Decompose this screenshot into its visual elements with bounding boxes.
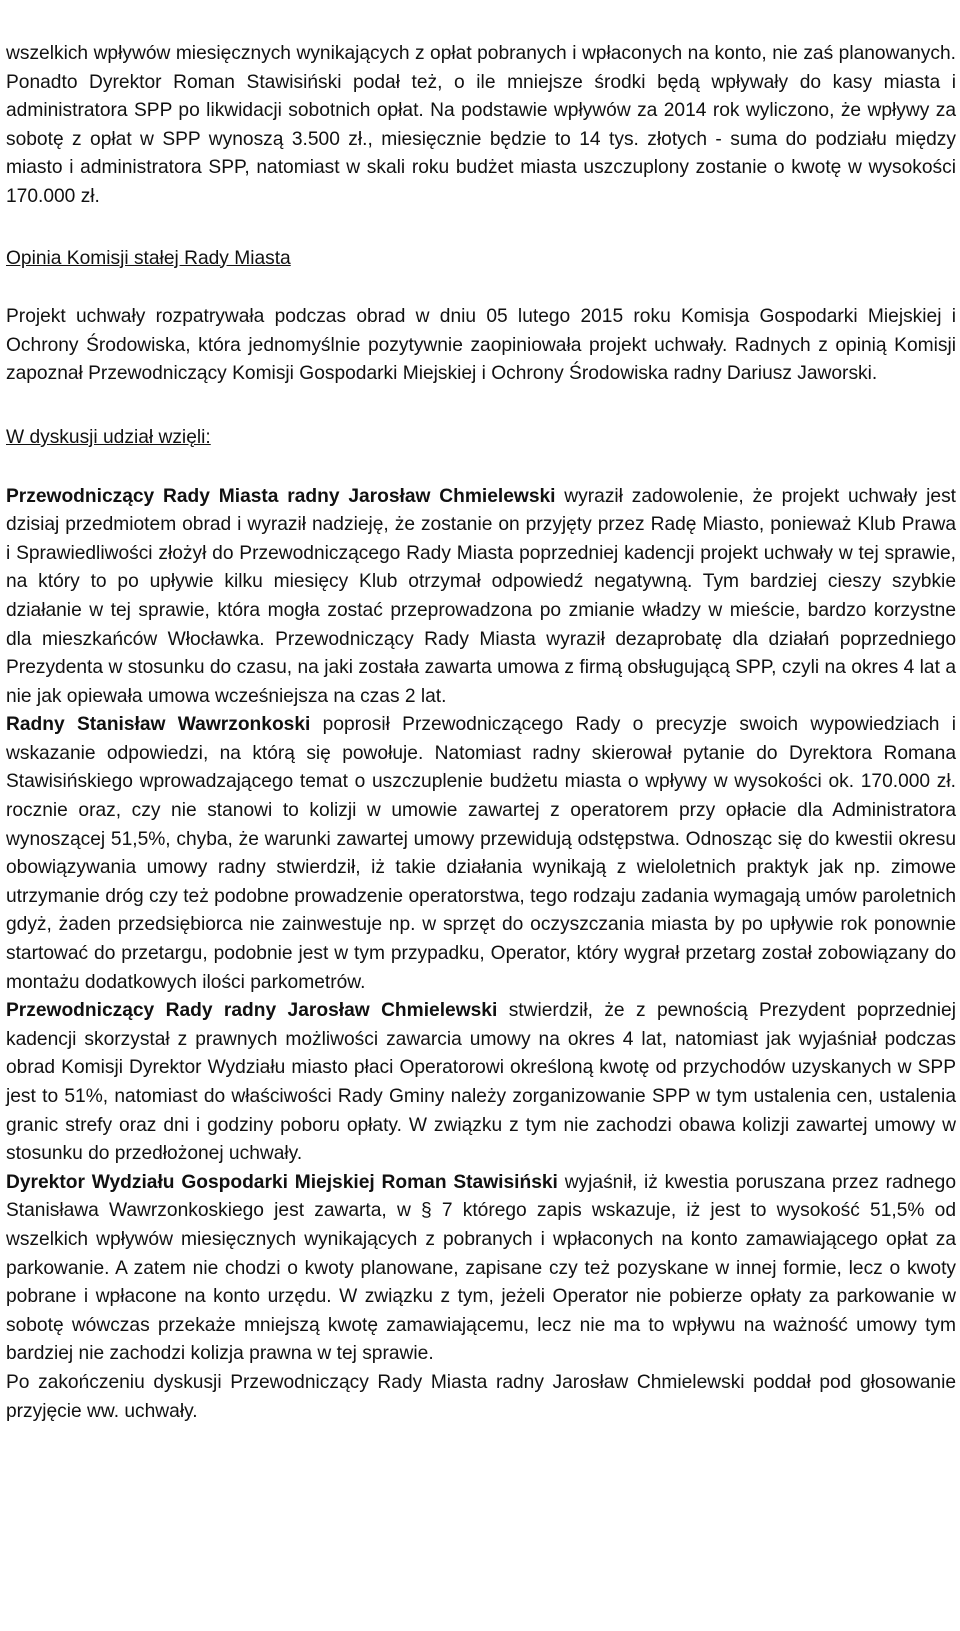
speaker-name: Przewodniczący Rady Miasta radny Jarosław Chmielewski xyxy=(6,485,556,507)
intro-paragraph: wszelkich wpływów miesięcznych wynikających z opłat pobranych i wpłaconych na konto, nie zaś planowanych. Ponadto Dyrektor Roman Stawisiński podał też, o ile mniejsze środki będą wpływały do kasy miasta i administratora SPP po likwidacji sobotnich opłat. Na podstawie wpływów za 2014 rok wyliczono, że wpływy za sobotę z opłat w SPP wynoszą 3.500 zł., miesięcznie będzie to 14 tys. złotych - suma do podziału między miasto i administratora SPP, natomiast w skali roku budżet miasta uszczuplony zostanie o kwotę w wysokości 170.000 zł. xyxy=(6,43,956,207)
statement-text: wyjaśnił, iż kwestia poruszana przez radnego Stanisława Wawrzonkoskiego jest zawarta, w § 7 którego zapis wskazuje, iż jest to wysokość 51,5% od wszelkich wpływów miesięcznych wynikających z pobranych i wpłaconych na konto zamawiającego opłat za parkowanie. A zatem nie chodzi o kwoty planowane, zapisane czy też pozyskane w innej formie, lecz o kwoty pobrane i wpłacone na konto urzędu. W związku z tym, jeżeli Operator nie pobierze opłaty za parkowanie w sobotę wówczas przekaże mniejszą kwotę zamawiającemu, lecz nie ma to wpływu na ważność umowy tym bardziej nie zachodzi kolizja prawna w tej sprawie. xyxy=(6,1171,956,1365)
discussion-entry xyxy=(6,1169,956,1369)
speaker-name: Dyrektor Wydziału Gospodarki Miejskiej Roman Stawisiński xyxy=(6,1171,558,1193)
discussion-entry xyxy=(6,997,956,1169)
spacer xyxy=(6,389,956,424)
document-page xyxy=(6,40,956,1426)
discussion-entry xyxy=(6,483,956,712)
closing-paragraph: Po zakończeniu dyskusji Przewodniczący Rady Miasta radny Jarosław Chmielewski poddał pod głosowanie przyjęcie ww. uchwały. xyxy=(6,1371,956,1422)
speaker-name: Przewodniczący Rady radny Jarosław Chmielewski xyxy=(6,1000,498,1022)
spacer xyxy=(6,212,956,245)
statement-text: stwierdził, że z pewnością Prezydent poprzedniej kadencji skorzystał z prawnych możliwości zawarcia umowy na okres 4 lat, natomiast jak wyjaśniał podczas obrad Komisji Dyrektor Wydziału miasto płaci Operatorowi określoną kwotę od przychodów uzyskanych w SPP jest to 51%, natomiast do właściwości Rady Gminy należy zorganizowanie SPP w tym ustalenia cen, ustalenia granic strefy oraz dni i godziny poboru opłaty. W związku z tym nie zachodzi obawa kolizji zawartej umowy w stosunku do przedłożonej uchwały. xyxy=(6,1000,956,1165)
opinion-heading: Opinia Komisji stałej Rady Miasta xyxy=(6,247,291,269)
statement-text: wyraził zadowolenie, że projekt uchwały jest dzisiaj przedmiotem obrad i wyraził nadzieję, że zostanie on przyjęty przez Radę Miasto, ponieważ Klub Prawa i Sprawiedliwości złożył do Przewodniczącego Rady Miasta poprzedniej kadencji projekt uchwały w tej sprawie, na który to po upływie kilku miesięcy Klub otrzymał odpowiedź negatywną. Tym bardziej cieszy szybkie działanie w tej sprawie, która mogła zostać przeprowadzona po zmianie władzy w mieście, bardzo korzystne dla mieszkańców Włocławka. Przewodniczący Rady Miasta wyraził dezaprobatę dla działań poprzedniego Prezydenta w stosunku do czasu, na jaki została zawarta umowa z firmą obsługującą SPP, czyli na okres 4 lat a nie jak opiewała umowa wcześniejsza na czas 2 lat. xyxy=(6,485,956,707)
opinion-paragraph: Projekt uchwały rozpatrywała podczas obrad w dniu 05 lutego 2015 roku Komisja Gospodarki Miejskiej i Ochrony Środowiska, która jednomyślnie pozytywnie zaopiniowała projekt uchwały. Radnych z opinią Komisji zapoznał Przewodniczący Komisji Gospodarki Miejskiej i Ochrony Środowiska radny Dariusz Jaworski. xyxy=(6,306,956,385)
statement-text: poprosił Przewodniczącego Rady o precyzje swoich wypowiedziach i wskazanie odpowiedzi, na którą się powołuje. Natomiast radny skierował pytanie do Dyrektora Romana Stawisińskiego wprowadzającego temat o uszczuplenie budżetu miasta o wpływy w wysokości ok. 170.000 zł. rocznie oraz, czy nie stanowi to kolizji w umowie zawartej z operatorem przy opłacie dla Administratora wynoszącej 51,5%, chyba, że warunki zawartej umowy przewidują odstępstwa. Odnosząc się do kwestii okresu obowiązywania umowy radny stwierdził, iż takie działania wynikają z wieloletnich praktyk jak np. zimowe utrzymanie dróg czy też podobne prowadzenie operatorstwa, tego rodzaju zadania wymagają umów paroletnich gdyż, żaden przedsiębiorca nie zainwestuje np. w sprzęt do oczyszczania miasta by po upływie rok ponownie startować do przetargu, podobnie jest w tym przypadku, Operator, który wygrał przetarg został zobowiązany do montażu dodatkowych ilości parkometrów. xyxy=(6,714,956,993)
spacer xyxy=(6,273,956,303)
spacer xyxy=(6,453,956,483)
discussion-entry xyxy=(6,711,956,997)
speaker-name: Radny Stanisław Wawrzonkoski xyxy=(6,714,311,736)
discussion-heading: W dyskusji udział wzięli: xyxy=(6,426,211,448)
